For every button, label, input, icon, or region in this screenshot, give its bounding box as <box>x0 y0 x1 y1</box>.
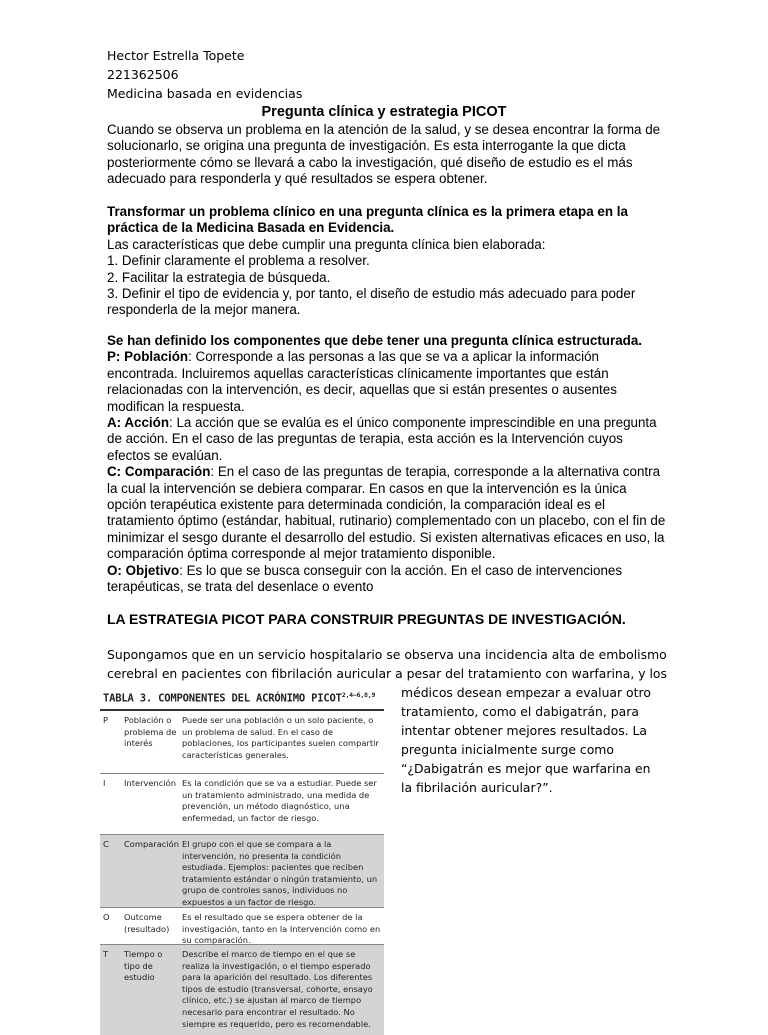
row-desc: Es el resultado que se espera obtener de la investigación, tanto en la Intervención como en su comparación. <box>182 912 381 946</box>
row-desc: Es la condición que se va a estudiar. Puede ser un tratamiento administrado, una medida de prevención, un método diagnóstico, una enfermedad, un factor de riesgo. <box>182 778 377 823</box>
intro-paragraph: Cuando se observa un problema en la atención de la salud, y se desea encontrar la forma de solucionarlo, se origina una pregunta de investigación. Es esta interrogante la que dicta posteriormente cómo se llevará a cabo la investigación, qué diseño de estudio es el más adecuado para responderla y qué resultados se espera obtener. <box>107 122 661 187</box>
row-letter: I <box>103 778 106 788</box>
table-row <box>100 835 384 908</box>
list-item: 2. Facilitar la estrategia de búsqueda. <box>107 269 331 285</box>
table-refs: 2,4—6,8,9 <box>341 691 376 699</box>
component-label: A: Acción <box>107 415 169 431</box>
component-c <box>107 464 667 562</box>
component-text: : Es lo que se busca conseguir con la acción. En el caso de intervenciones terapéuticas, se trata del desenlace o evento <box>107 562 623 595</box>
page-title: Pregunta clínica y estrategia PICOT <box>261 104 507 120</box>
transform-section <box>107 204 667 319</box>
component-a <box>107 415 667 464</box>
row-letter: P <box>103 715 109 725</box>
component-o <box>107 563 667 596</box>
student-id: 221362506 <box>107 67 179 82</box>
strategy-line: intentar obtener mejores resultados. La <box>401 723 648 738</box>
strategy-line: tratamiento, como el dabigatrán, para <box>401 704 639 719</box>
row-desc: Describe el marco de tiempo en el que se realiza la investigación, o el tiempo esperado para la aparición del resultado. Los diferentes tipos de estudio (transversal, cohorte, ensayo clínico, etc.) se ajustan al marco de tiempo necesario para encontrar el resultado. No siempre es requerido, pero es recomendable. <box>182 949 373 1029</box>
row-desc: El grupo con el que se compara a la intervención, no presenta la condición estudiada. Ejemplos: pacientes que reciben tratamiento estándar o ningún tratamiento, un grupo de controles sanos, individuos no expuestos a un factor de riesgo. <box>182 839 378 907</box>
component-label: C: Comparación <box>107 464 211 480</box>
picot-table <box>100 709 384 1035</box>
row-name: Tiempo o tipo de estudio <box>124 949 163 983</box>
table-title <box>103 691 375 705</box>
table-title-text: TABLA 3. COMPONENTES DEL ACRÓNIMO PICOT <box>103 692 342 705</box>
component-text: : La acción que se evalúa es el único componente imprescindible en una pregunta de acción. En el caso de las preguntas de terapia, esta acción es la Intervención cuyos efectos se evalúan. <box>107 415 657 463</box>
component-p <box>107 349 667 415</box>
strategy-line: médicos desean empezar a evaluar otro <box>401 685 651 700</box>
component-text: : En el caso de las preguntas de terapia, corresponde a la alternativa contra la cual la intervención se debiera comparar. En casos en que la intervención es la única opción terapéutica existente para determinada condición, la comparación ideal es el tratamiento óptimo (estándar, habitual, rutinario) complementado con un placebo, con el fin de minimizar el sesgo durante el desarrollo del estudio. Si existen alternativas eficaces en uso, la comparación óptima corresponde al mejor tratamiento disponible. <box>107 464 666 562</box>
row-name: Población o problema de interés <box>124 715 177 749</box>
row-letter: C <box>103 839 109 849</box>
row-name: Intervención <box>124 778 176 788</box>
strategy-line: “¿Dabigatrán es mejor que warfarina en <box>401 761 651 776</box>
strategy-heading: LA ESTRATEGIA PICOT PARA CONSTRUIR PREGUNTAS DE INVESTIGACIÓN. <box>107 611 626 627</box>
row-name: Comparación <box>124 839 179 849</box>
author-name: Hector Estrella Topete <box>107 48 245 63</box>
component-label: O: Objetivo <box>107 562 180 578</box>
components-heading: Se han definido los componentes que debe tener una pregunta clínica estructurada. <box>107 333 642 348</box>
row-name: Outcome (resultado) <box>124 912 170 934</box>
table-row <box>100 908 384 945</box>
strategy-line: la fibrilación auricular?”. <box>401 780 553 795</box>
course-name: Medicina basada en evidencias <box>107 86 303 101</box>
transform-bold: Transformar un problema clínico en una pregunta clínica es la primera etapa en la práctica de la Medicina Basada en Evidencia. <box>107 204 628 236</box>
list-item: 1. Definir claramente el problema a resolver. <box>107 253 370 269</box>
transform-lead: Las características que debe cumplir una pregunta clínica bien elaborada: <box>107 236 546 252</box>
component-label: P: Población <box>107 349 189 365</box>
components-section <box>107 333 667 596</box>
table-row <box>100 711 384 774</box>
list-item: 3. Definir el tipo de evidencia y, por tanto, el diseño de estudio más adecuado para poder responderla de la mejor manera. <box>107 286 636 318</box>
table-row <box>100 945 384 1035</box>
strategy-line: pregunta inicialmente surge como <box>401 742 614 757</box>
strategy-line: Supongamos que en un servicio hospitalario se observa una incidencia alta de embolismo <box>107 647 667 662</box>
row-letter: O <box>103 912 110 922</box>
strategy-line: cerebral en pacientes con fibrilación auricular a pesar del tratamiento con warfarina, y los <box>107 666 667 681</box>
table-row <box>100 774 384 835</box>
row-desc: Puede ser una población o un solo paciente, o un problema de salud. En el caso de poblaciones, los participantes suelen compartir características generales. <box>182 715 379 760</box>
row-letter: T <box>103 949 109 959</box>
component-text: : Corresponde a las personas a las que se va a aplicar la información encontrada. Incluiremos aquellas características clínicamente importantes que están relacionadas con la intervención, es decir, aquellas que si están presentes o ausentes modifican la respuesta. <box>107 349 617 414</box>
